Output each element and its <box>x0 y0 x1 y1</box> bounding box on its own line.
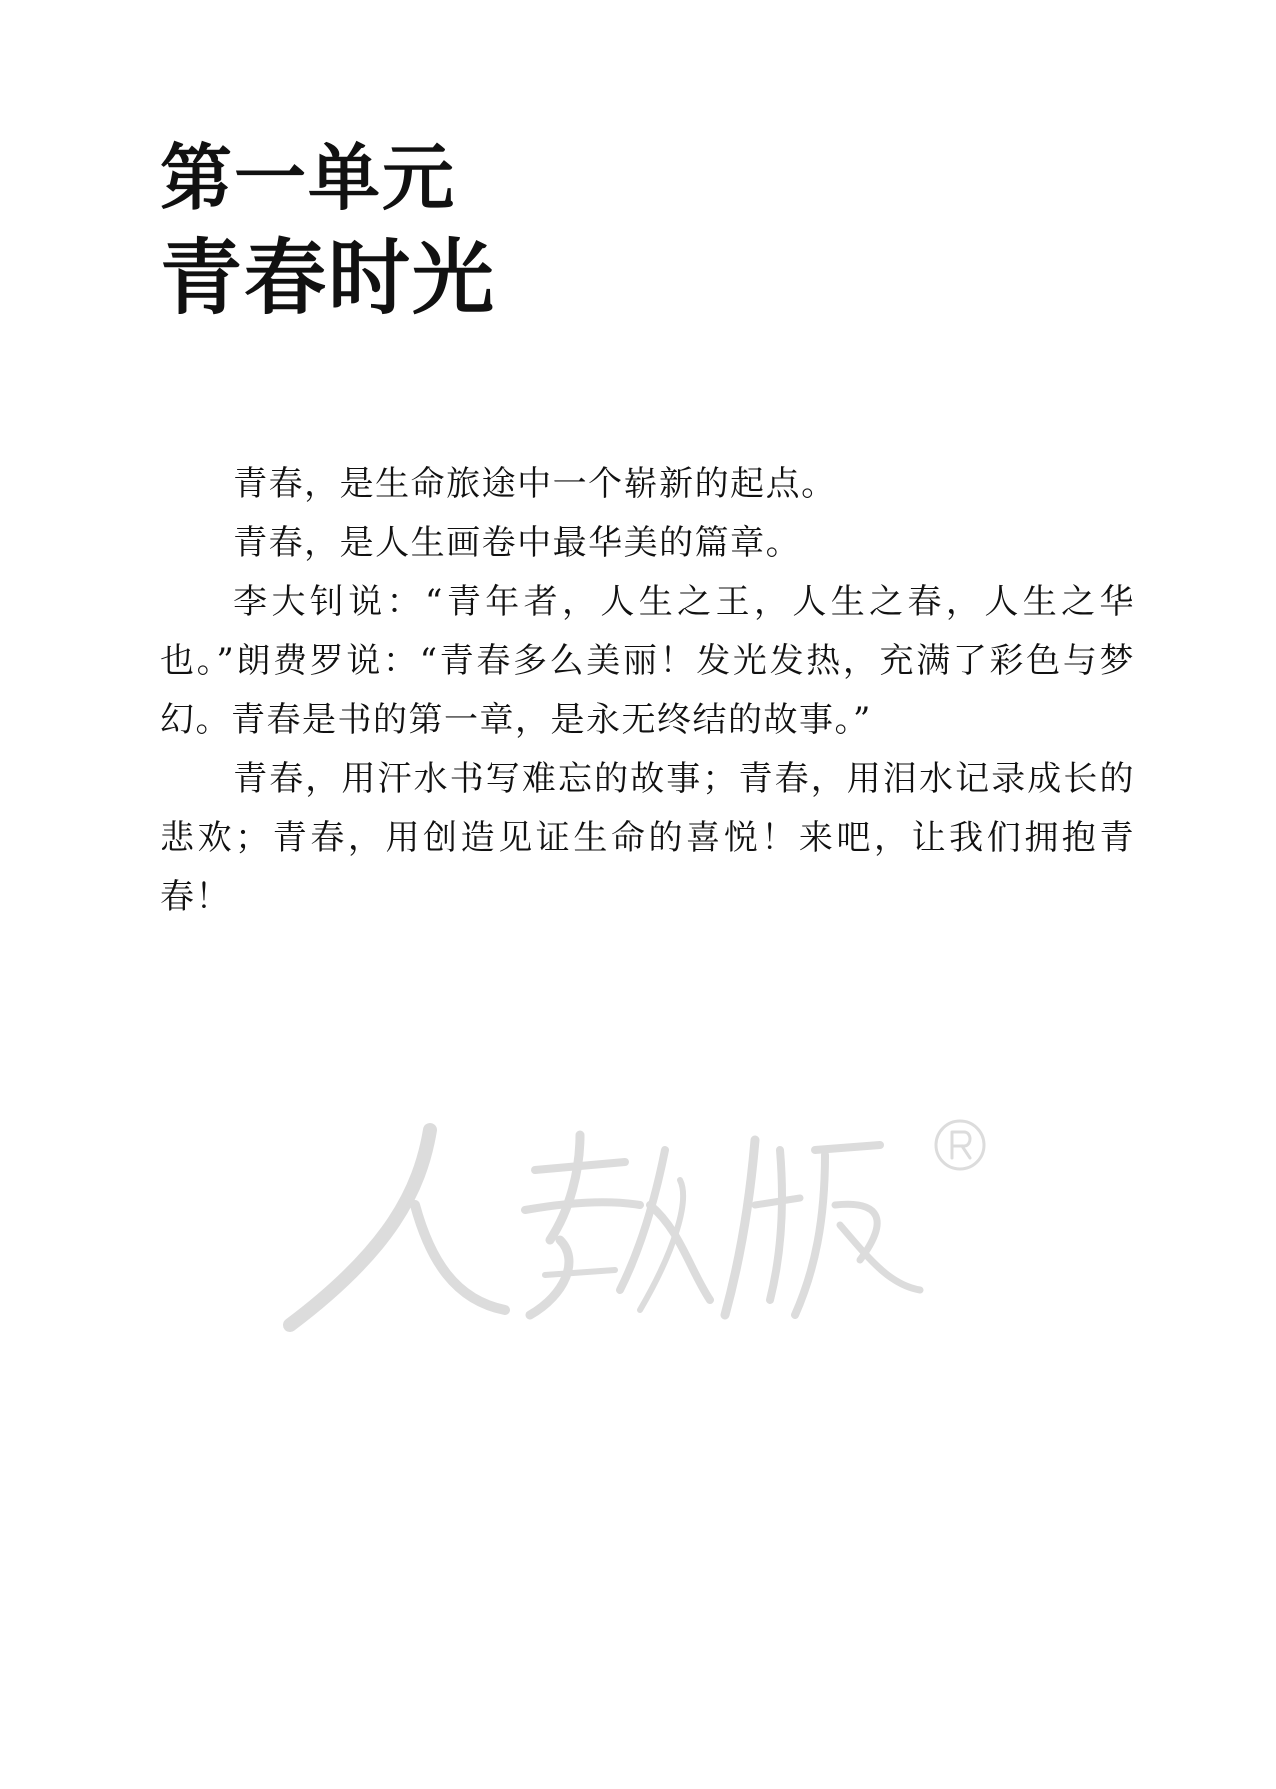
intro-paragraph: 青春，是人生画卷中最华美的篇章。 <box>233 523 802 563</box>
unit-heading <box>160 130 860 330</box>
publisher-watermark-logo <box>280 1110 1000 1340</box>
intro-paragraph: 李大钊说：“青年者，人生之王，人生之春，人生之华也。”朗费罗说：“青春多么美丽！发光发热，充满了彩色与梦幻。青春是书的第一章，是永无终结的故事。” <box>160 582 1135 740</box>
intro-paragraph: 青春，是生命旅途中一个崭新的起点。 <box>233 464 837 504</box>
unit-number: 第一单元 <box>160 135 457 220</box>
unit-title: 青春时光 <box>160 230 497 326</box>
unit-introduction <box>160 455 1135 927</box>
intro-paragraph: 青春，用汗水书写难忘的故事；青春，用泪水记录成长的悲欢；青春，用创造见证生命的喜悦！来吧，让我们拥抱青春！ <box>160 759 1135 917</box>
